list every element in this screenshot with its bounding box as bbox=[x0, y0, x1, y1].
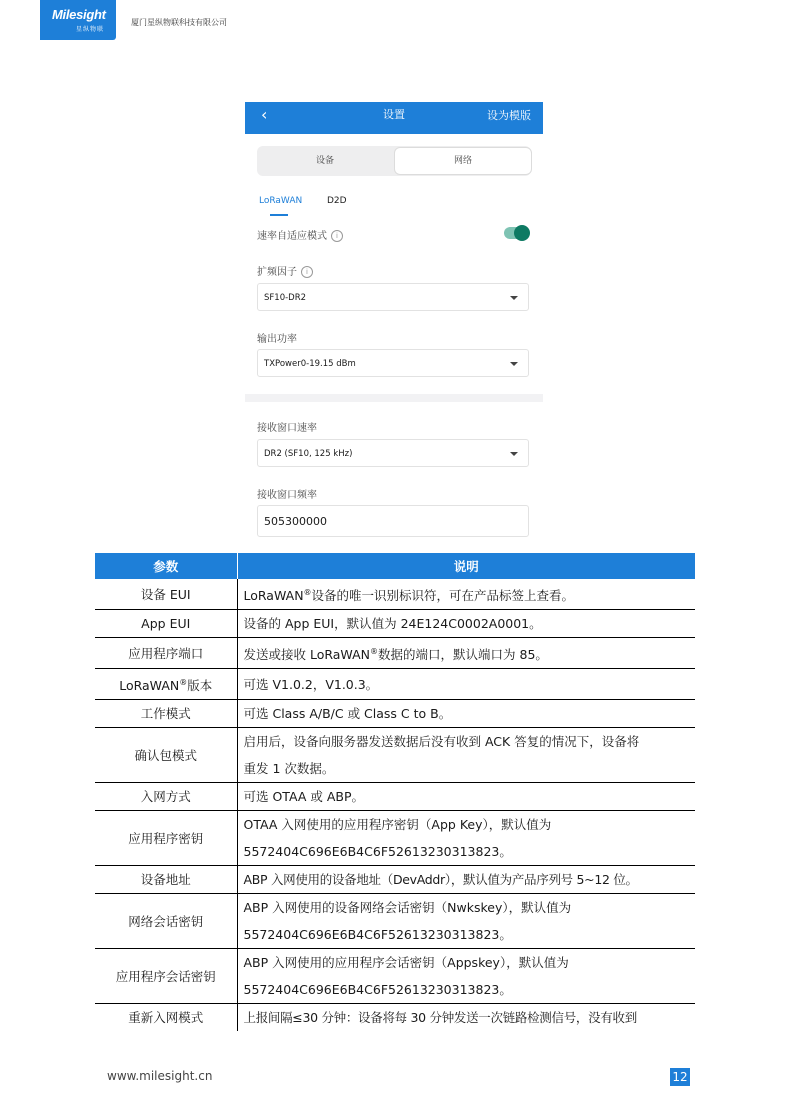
desc-line: ABP 入网使用的应用程序会话密钥（Appskey），默认值为 bbox=[243, 955, 569, 971]
desc-cell bbox=[237, 949, 695, 1004]
section-divider bbox=[245, 394, 543, 402]
registered-mark: ® bbox=[370, 647, 379, 657]
desc-line: 5572404C696E6B4C6F52613230313823。 bbox=[243, 844, 512, 860]
table-row bbox=[95, 700, 695, 728]
rx-rate-label: 接收窗口速率 bbox=[257, 423, 317, 434]
param-cell: 工作模式 bbox=[95, 700, 237, 728]
info-icon[interactable]: i bbox=[331, 230, 343, 242]
table-row bbox=[95, 610, 695, 638]
adr-toggle[interactable] bbox=[504, 227, 528, 239]
header-param: 参数 bbox=[95, 553, 237, 579]
table-row bbox=[95, 638, 695, 669]
power-label: 输出功率 bbox=[257, 334, 297, 345]
sf-select[interactable] bbox=[257, 283, 529, 311]
rx-freq-label: 接收窗口频率 bbox=[257, 490, 317, 501]
table-row bbox=[95, 949, 695, 1004]
tab-device[interactable]: 设备 bbox=[315, 156, 334, 166]
param-text: LoRaWAN bbox=[119, 678, 180, 694]
desc-cell bbox=[237, 638, 695, 669]
param-cell: 应用程序会话密钥 bbox=[95, 949, 237, 1004]
header-desc: 说明 bbox=[237, 553, 695, 579]
table-row bbox=[95, 783, 695, 811]
active-subtab-indicator bbox=[270, 214, 288, 216]
param-cell: 入网方式 bbox=[95, 783, 237, 811]
param-cell: 应用程序端口 bbox=[95, 638, 237, 669]
desc-text: LoRaWAN bbox=[243, 588, 304, 604]
desc-line: 重发 1 次数据。 bbox=[243, 761, 335, 777]
subtab-d2d[interactable]: D2D bbox=[327, 196, 347, 206]
desc-cell: 可选 OTAA 或 ABP。 bbox=[237, 783, 695, 811]
desc-cell bbox=[237, 811, 695, 866]
desc-cell: 可选 Class A/B/C 或 Class C to B。 bbox=[237, 700, 695, 728]
sf-label bbox=[257, 263, 313, 278]
rx-rate-value: DR2 (SF10, 125 kHz) bbox=[264, 449, 353, 459]
power-select[interactable] bbox=[257, 349, 529, 377]
desc-cell: 上报间隔≤30 分钟：设备将每 30 分钟发送一次链路检测信号，没有收到 bbox=[243, 1010, 637, 1026]
sf-label-text: 扩频因子 bbox=[257, 267, 297, 278]
app-header bbox=[245, 102, 543, 134]
param-cell: 设备 EUI bbox=[95, 579, 237, 610]
registered-mark: ® bbox=[303, 588, 312, 597]
table-row bbox=[95, 866, 695, 894]
desc-line: 5572404C696E6B4C6F52613230313823。 bbox=[243, 927, 512, 943]
segment-control bbox=[257, 146, 531, 176]
table-row bbox=[95, 728, 695, 783]
tab-network[interactable]: 网络 bbox=[394, 147, 532, 175]
rx-freq-input[interactable]: 505300000 bbox=[257, 505, 529, 537]
parameter-table bbox=[95, 553, 695, 1031]
desc-line: ABP 入网使用的设备网络会话密钥（Nwkskey），默认值为 bbox=[243, 900, 572, 916]
desc-text: 发送或接收 LoRaWAN bbox=[243, 647, 371, 663]
sf-value: SF10-DR2 bbox=[264, 293, 307, 303]
desc-cell: 设备的 App EUI，默认值为 24E124C0002A0001。 bbox=[237, 610, 695, 638]
desc-text: 设备的唯一识别标识符，可在产品标签上查看。 bbox=[311, 588, 575, 604]
desc-line: 5572404C696E6B4C6F52613230313823。 bbox=[243, 982, 512, 998]
rx-rate-select[interactable] bbox=[257, 439, 529, 467]
desc-line: OTAA 入网使用的应用程序密钥（App Key），默认值为 bbox=[243, 817, 552, 833]
param-cell: 确认包模式 bbox=[95, 728, 237, 783]
param-cell: 网络会话密钥 bbox=[95, 894, 237, 949]
param-cell: 应用程序密钥 bbox=[95, 811, 237, 866]
param-cell: 设备地址 bbox=[95, 866, 237, 894]
desc-line: 启用后，设备向服务器发送数据后没有收到 ACK 答复的情况下，设备将 bbox=[243, 734, 640, 750]
desc-cell: ABP 入网使用的设备地址（DevAddr），默认值为产品序列号 5~12 位。 bbox=[237, 866, 695, 894]
desc-cell bbox=[237, 728, 695, 783]
info-icon[interactable]: i bbox=[301, 266, 313, 278]
power-value: TXPower0-19.15 dBm bbox=[264, 359, 356, 369]
company-name: 厦门星纵物联科技有限公司 bbox=[131, 18, 227, 27]
desc-cell bbox=[237, 579, 695, 610]
adr-label-text: 速率自适应模式 bbox=[257, 231, 327, 242]
param-cell: App EUI bbox=[95, 610, 237, 638]
desc-cell: 可选 V1.0.2，V1.0.3。 bbox=[237, 669, 695, 700]
table-row bbox=[95, 894, 695, 949]
logo bbox=[40, 0, 116, 40]
param-cell bbox=[95, 669, 237, 700]
caret-down-icon bbox=[510, 452, 518, 456]
desc-cell bbox=[237, 894, 695, 949]
table-row bbox=[95, 579, 695, 610]
set-template-button[interactable]: 设为模版 bbox=[487, 109, 531, 122]
caret-down-icon bbox=[510, 362, 518, 366]
table-row bbox=[95, 1004, 695, 1032]
caret-down-icon bbox=[510, 296, 518, 300]
app-screenshot bbox=[245, 102, 543, 134]
toggle-knob bbox=[514, 225, 530, 241]
table-header bbox=[95, 553, 695, 579]
desc-text: 数据的端口，默认端口为 85。 bbox=[378, 647, 548, 663]
table-row bbox=[95, 669, 695, 700]
table-row bbox=[95, 811, 695, 866]
subtab-lorawan[interactable]: LoRaWAN bbox=[259, 196, 303, 206]
adr-label bbox=[257, 227, 343, 242]
param-cell: 重新入网模式 bbox=[95, 1004, 237, 1032]
param-text: 版本 bbox=[187, 678, 213, 694]
footer-url[interactable]: www.milesight.cn bbox=[107, 1069, 213, 1083]
app-title: 设置 bbox=[383, 108, 405, 121]
page-number: 12 bbox=[670, 1068, 690, 1086]
logo-subtext: 星纵物联 bbox=[76, 26, 105, 33]
logo-text: Milesight bbox=[52, 7, 106, 22]
registered-mark: ® bbox=[179, 678, 188, 688]
chevron-left-icon[interactable]: ‹ bbox=[261, 105, 268, 124]
